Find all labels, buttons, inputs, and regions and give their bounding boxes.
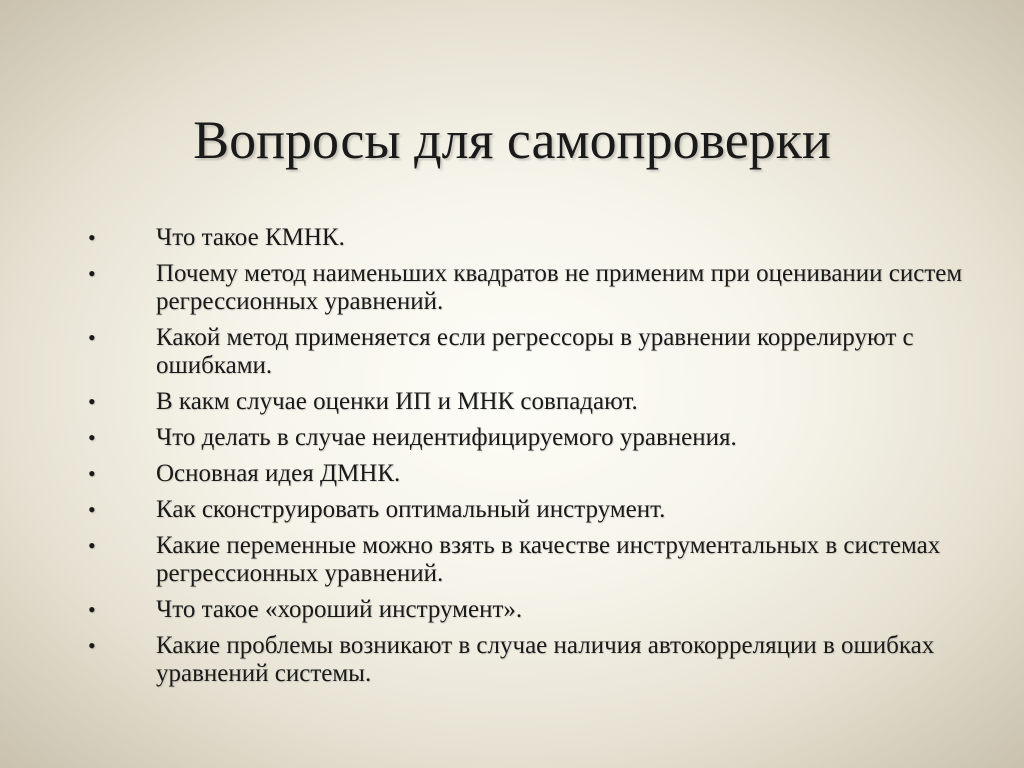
bullet-icon: • [88,461,96,486]
list-item [0,532,1024,588]
list-item [0,632,1024,688]
list-item-text: Какие проблемы возникают в случае наличия автокорреляции в ошибках уравнений системы. [156,632,935,687]
bullet-icon: • [88,597,96,622]
list-item-text: Почему метод наименьших квадратов не применим при оценивании систем регрессионных уравнений. [156,260,963,315]
list-item-text: Что такое «хороший инструмент». [156,596,523,623]
list-item-text: Основная идея ДМНК. [156,460,401,487]
bullet-icon: • [88,261,96,286]
question-list [0,224,1024,696]
list-item-text: Как сконструировать оптимальный инструмент. [156,496,666,523]
list-item [0,460,1024,488]
slide-title: Вопросы для самопроверки [193,110,831,170]
list-item [0,388,1024,416]
list-item [0,260,1024,316]
list-item [0,324,1024,380]
list-item-text: Какие переменные можно взять в качестве инструментальных в системах регрессионных уравнений. [156,532,941,587]
list-item [0,424,1024,452]
bullet-icon: • [88,497,96,522]
bullet-icon: • [88,225,96,250]
list-item-text: Какой метод применяется если регрессоры в уравнении коррелируют с ошибками. [156,324,914,379]
list-item [0,596,1024,624]
bullet-icon: • [88,533,96,558]
list-item [0,496,1024,524]
list-item-text: В какм случае оценки ИП и МНК совпадают. [156,388,638,415]
bullet-icon: • [88,389,96,414]
list-item-text: Что такое КМНК. [156,224,345,251]
bullet-icon: • [88,633,96,658]
bullet-icon: • [88,425,96,450]
bullet-icon: • [88,325,96,350]
list-item [0,224,1024,252]
list-item-text: Что делать в случае неидентифицируемого уравнения. [156,424,737,451]
